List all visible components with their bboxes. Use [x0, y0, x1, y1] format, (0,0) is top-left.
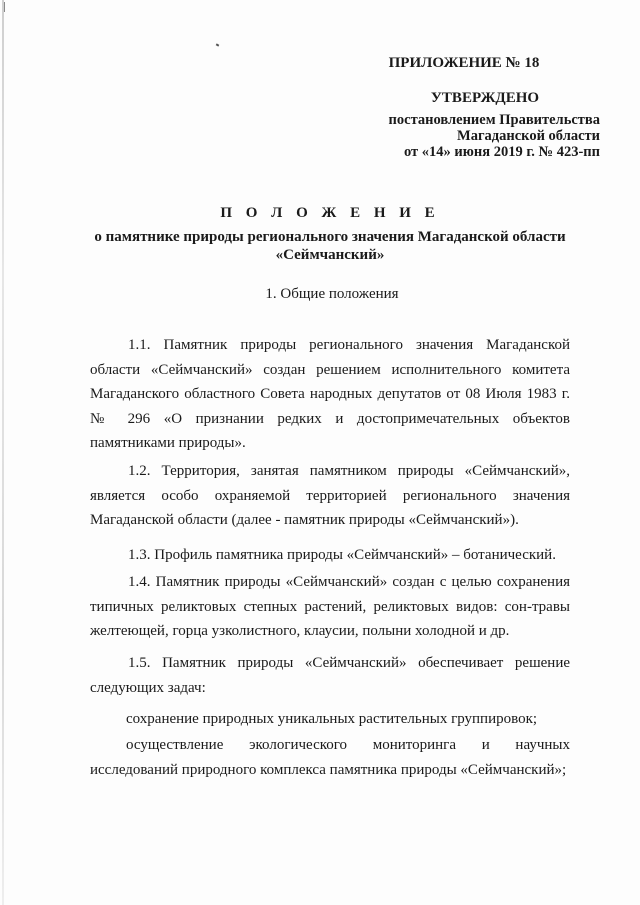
- paragraph-text: 1.3. Профиль памятника природы «Сеймчанский» – ботанический.: [128, 547, 556, 563]
- approval-line: постановлением Правительства: [388, 112, 600, 128]
- paragraph-text: 1.5. Памятник природы «Сеймчанский» обеспечивает решение следующих задач:: [90, 655, 570, 696]
- subtitle-line: о памятнике природы регионального значения Магаданской области: [94, 229, 566, 245]
- paragraph-text: осуществление экологического мониторинга и научных исследований природного комплекса памятника природы «Сеймчанский»;: [90, 737, 570, 778]
- paragraph-1-1: [90, 333, 570, 456]
- scan-speck: [216, 43, 220, 46]
- task-item: [90, 733, 570, 782]
- paragraph-text: 1.4. Памятник природы «Сеймчанский» создан с целью сохранения типичных реликтовых степных растений, реликтовых видов: сон-травы желтеющей, горца узколистного, клаусии, полыни холодной и др.: [90, 574, 570, 640]
- scan-corner-mark: [4, 2, 9, 12]
- scan-edge: [2, 0, 4, 905]
- approval-block: [360, 112, 600, 160]
- subtitle-line: «Сеймчанский»: [275, 247, 385, 263]
- section-heading: 1. Общие положения: [265, 286, 399, 302]
- appendix-label: ПРИЛОЖЕНИЕ № 18: [388, 55, 540, 71]
- paragraph-1-5: [90, 651, 570, 700]
- paragraph-1-3: [90, 543, 570, 568]
- document-subtitle: [80, 228, 580, 264]
- document-title: П О Л О Ж Е Н И Е: [220, 205, 440, 221]
- approved-label: УТВЕРЖДЕНО: [430, 90, 540, 106]
- task-item: [90, 707, 570, 732]
- approval-line: от «14» июня 2019 г. № 423-пп: [404, 144, 600, 160]
- paragraph-text: 1.1. Памятник природы регионального значения Магаданской области «Сеймчанский» создан решением исполнительного комитета Магаданского областного Совета народных депутатов от 08 Июля 1983 г. № 296 «О признании редких и достопримечательных объектов памятниками природы».: [90, 337, 570, 452]
- paragraph-text: 1.2. Территория, занятая памятником природы «Сеймчанский», является особо охраняемой территорией регионального значения Магаданской области (далее - памятник природы «Сеймчанский»).: [90, 463, 570, 529]
- approval-line: Магаданской области: [457, 128, 600, 144]
- paragraph-1-2: [90, 459, 570, 533]
- paragraph-text: сохранение природных уникальных растительных группировок;: [126, 711, 538, 727]
- paragraph-1-4: [90, 570, 570, 644]
